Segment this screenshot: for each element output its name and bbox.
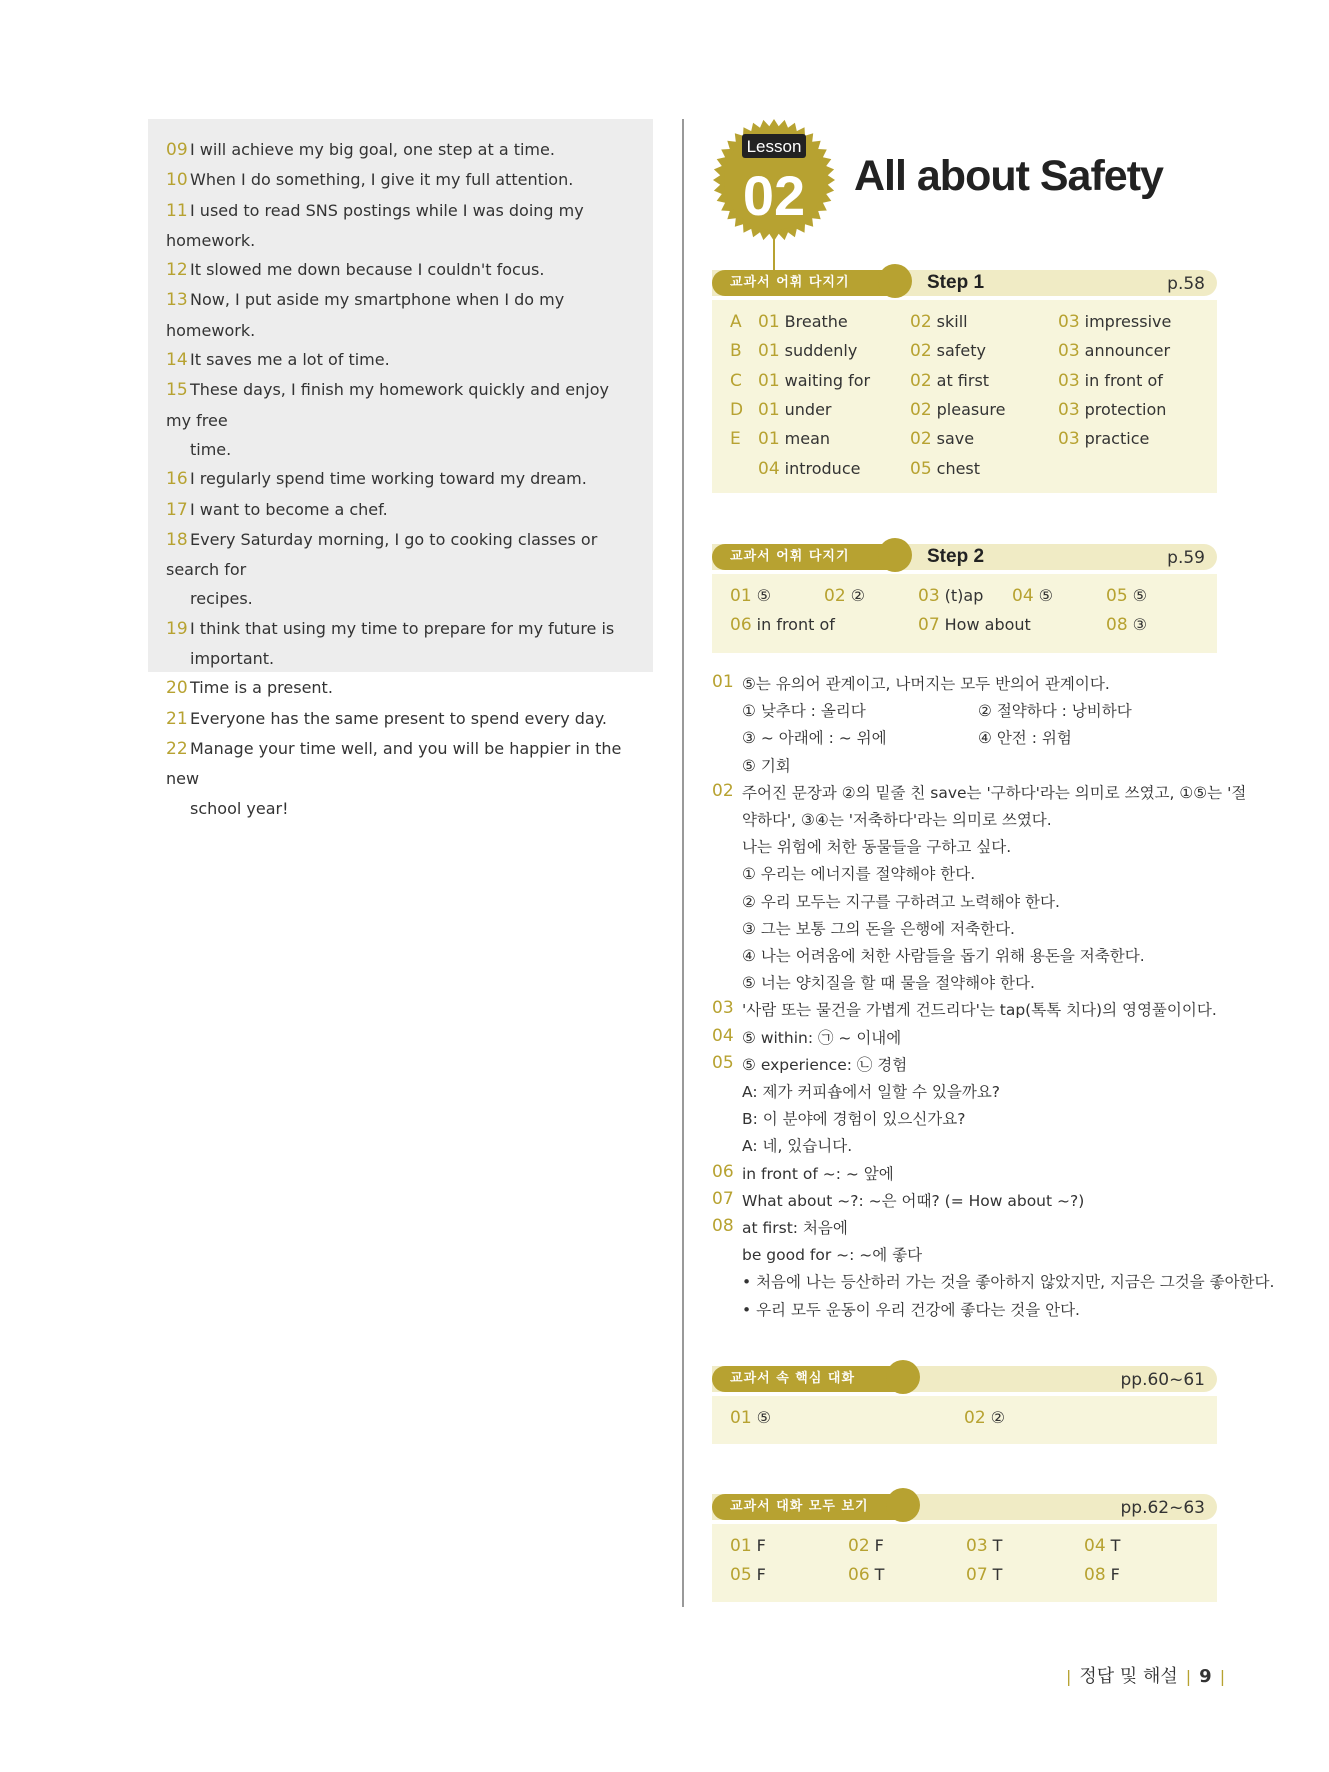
explanation-line: ⑤ 너는 양치질을 할 때 물을 절약해야 한다. — [742, 974, 1035, 993]
dialogue-all-answers — [712, 1524, 1217, 1602]
answer-item — [910, 371, 989, 391]
answer-item — [910, 459, 980, 479]
sentence-text: Time is a present. — [190, 678, 333, 698]
explanation-line: ⑤ experience: ㉡ 경험 — [742, 1055, 908, 1074]
answer-item — [824, 586, 865, 606]
sentence-line — [166, 614, 635, 644]
answer-number: 04 — [1084, 1536, 1106, 1556]
lesson-title: All about Safety — [854, 152, 1163, 200]
explanation-line: What about ~?: ~은 어때? (= How about ~?) — [742, 1191, 1085, 1210]
explanation-line: be good for ~: ~에 좋다 — [742, 1246, 923, 1265]
explanation-line: '사람 또는 물건을 가볍게 건드리다'는 tap(톡톡 치다)의 영영풀이이다. — [742, 1001, 1217, 1020]
step2-page: p.59 — [1167, 548, 1205, 568]
sentence-text: Everyone has the same present to spend every day. — [190, 708, 607, 728]
answer-number: 01 — [758, 312, 780, 332]
step2-label: Step 2 — [927, 546, 985, 567]
answer-number: 03 — [1058, 341, 1080, 362]
answer-item — [848, 1536, 884, 1556]
answer-item — [758, 459, 860, 479]
answer-text: ⑤ — [756, 1408, 771, 1427]
answer-item — [730, 1565, 766, 1585]
answer-text: in front of — [756, 615, 835, 634]
answer-text: F — [756, 1536, 766, 1555]
answer-number: 04 — [758, 458, 780, 479]
answer-text: suddenly — [784, 341, 858, 361]
answer-number: 01 — [758, 341, 780, 362]
answer-item — [910, 312, 968, 332]
sentence-number: 14 — [166, 350, 188, 371]
answer-text: in front of — [1084, 370, 1163, 390]
answer-text: skill — [936, 312, 968, 331]
sentence-number: 20 — [166, 678, 188, 699]
sentence-text: Now, I put aside my smartphone when I do my homework. — [166, 290, 565, 340]
explanation-line: 나는 위험에 처한 동물들을 구하고 싶다. — [742, 838, 1012, 857]
explanation-line: ② 우리 모두는 지구를 구하려고 노력해야 한다. — [742, 892, 1060, 911]
answer-text: protection — [1084, 399, 1167, 419]
answer-item — [1084, 1536, 1120, 1556]
explanation-line: ② 절약하다 : 낭비하다 — [978, 702, 1132, 721]
explanation-number — [712, 781, 734, 801]
sentence-text: important. — [190, 649, 275, 669]
sentence-line — [166, 375, 635, 435]
sentence-text: school year! — [190, 798, 289, 818]
explanation-number — [712, 1026, 734, 1046]
sentence-line — [166, 673, 635, 703]
answer-text: announcer — [1084, 341, 1171, 361]
sentence-number: 22 — [166, 738, 188, 759]
answer-item — [758, 341, 857, 361]
answer-item — [758, 429, 830, 449]
row-letter: E — [730, 429, 741, 450]
answer-item — [910, 341, 986, 361]
sentence-line — [166, 794, 635, 823]
answer-text: T — [1110, 1536, 1121, 1555]
explanation-num: 01 — [712, 672, 734, 692]
answer-item — [730, 1408, 771, 1428]
explanation-line: ④ 나는 어려움에 처한 사람들을 돕기 위해 용돈을 저축한다. — [742, 947, 1145, 965]
answer-text: ⑤ — [1038, 586, 1053, 605]
answer-text: Breathe — [784, 312, 848, 331]
dialogue-all-header — [712, 1490, 1217, 1524]
answer-item — [1106, 586, 1147, 606]
answer-item — [1058, 400, 1166, 420]
explanation-line: ④ 안전 : 위험 — [978, 729, 1072, 748]
answer-text: ③ — [1132, 615, 1147, 634]
sentence-number: 19 — [166, 618, 188, 639]
explanation-number — [712, 1189, 734, 1209]
answer-text: introduce — [784, 458, 861, 478]
answer-text: pleasure — [936, 399, 1006, 419]
answer-item — [966, 1536, 1002, 1556]
sentence-line — [166, 644, 635, 673]
explanation-num: 07 — [712, 1188, 734, 1209]
answer-number: 03 — [1058, 312, 1080, 332]
answer-item — [758, 400, 832, 420]
sentence-line — [166, 165, 635, 195]
answer-number: 06 — [848, 1565, 870, 1585]
answer-item — [918, 615, 1031, 635]
answer-number: 03 — [1058, 370, 1080, 391]
answer-item — [1084, 1565, 1120, 1585]
answer-item — [1012, 586, 1053, 606]
answer-number: 06 — [730, 615, 752, 635]
answer-item — [910, 400, 1005, 420]
sentence-panel — [148, 119, 653, 818]
answer-number: 02 — [910, 429, 932, 450]
sentence-text: I will achieve my big goal, one step at a time. — [190, 140, 555, 159]
answer-text: How about — [944, 615, 1031, 634]
dialogue-core-page: pp.60~61 — [1120, 1370, 1205, 1390]
answer-item — [848, 1565, 884, 1585]
explanation-line: • 우리 모두 운동이 우리 건강에 좋다는 것을 안다. — [742, 1300, 1080, 1319]
answer-number: 02 — [910, 312, 932, 332]
explanation-line: ⑤ within: ㉠ ~ 이내에 — [742, 1028, 902, 1047]
answer-text: practice — [1084, 429, 1150, 449]
answer-item — [964, 1408, 1005, 1428]
explanation-num: 05 — [712, 1052, 734, 1073]
sentence-text: I want to become a chef. — [190, 499, 388, 519]
step1-tag: 교과서 어휘 다지기 — [712, 270, 894, 296]
explanation-num: 03 — [712, 998, 734, 1019]
page-footer: | 정답 및 해설 | 9 | — [1066, 1666, 1226, 1687]
answer-text: (t)ap — [944, 586, 984, 605]
sentence-line — [166, 435, 635, 464]
explanation-line: ⑤는 유의어 관계이고, 나머지는 모두 반의어 관계이다. — [742, 675, 1110, 693]
answer-item — [966, 1565, 1002, 1585]
explanation-num: 06 — [712, 1161, 734, 1182]
dialogue-all-tag: 교과서 대화 모두 보기 — [712, 1494, 902, 1520]
answer-item — [758, 312, 848, 332]
sentence-line — [166, 495, 635, 525]
answer-text: under — [784, 399, 832, 419]
answer-text: at first — [936, 370, 990, 390]
explanation-line: A: 제가 커피숍에서 일할 수 있을까요? — [742, 1083, 1001, 1101]
row-letter: B — [730, 341, 742, 362]
step1-answers — [712, 300, 1217, 493]
answer-text: ② — [850, 586, 865, 605]
answer-item — [758, 371, 870, 391]
explanation-line: 주어진 문장과 ②의 밑줄 친 save는 '구하다'라는 의미로 쓰였고, ①⑤는 '절 — [742, 783, 1247, 802]
step1-page: p.58 — [1167, 274, 1205, 294]
sentence-text: It slowed me down because I couldn't focus. — [190, 260, 545, 280]
sentence-number: 15 — [166, 380, 188, 401]
explanation-line: ① 낮추다 : 올리다 — [742, 702, 866, 721]
sentence-number: 21 — [166, 708, 188, 729]
answer-item — [918, 586, 983, 606]
sentence-text: These days, I finish my homework quickly and enjoy my free — [166, 380, 609, 430]
explanation-line: A: 네, 있습니다. — [742, 1137, 853, 1156]
sentence-text: When I do something, I give it my full attention. — [190, 170, 574, 190]
sentence-line — [166, 196, 635, 256]
answer-number: 01 — [758, 399, 780, 420]
answer-number: 02 — [824, 586, 846, 606]
answer-item — [910, 429, 974, 449]
answer-number: 08 — [1084, 1565, 1106, 1585]
step1-label: Step 1 — [927, 272, 985, 293]
answer-number: 07 — [966, 1565, 988, 1585]
sentence-number: 10 — [166, 170, 188, 191]
answer-text: ⑤ — [1132, 586, 1147, 605]
explanation-line: ⑤ 기회 — [742, 756, 791, 775]
sentence-number: 13 — [166, 290, 188, 311]
explanation-number — [712, 672, 734, 692]
answer-number: 01 — [758, 429, 780, 450]
step2-answers — [712, 574, 1217, 653]
step2-header — [712, 540, 1217, 574]
answer-number: 02 — [964, 1408, 986, 1428]
answer-number: 01 — [730, 1408, 752, 1428]
answer-item — [730, 1536, 766, 1556]
answer-number: 01 — [730, 1536, 752, 1556]
answer-number: 04 — [1012, 586, 1034, 606]
answer-number: 03 — [966, 1536, 988, 1556]
explanation-number — [712, 1162, 734, 1182]
lesson-badge-icon — [712, 118, 836, 242]
answer-number: 03 — [1058, 429, 1080, 450]
answer-number: 01 — [758, 370, 780, 391]
sentence-number: 11 — [166, 200, 188, 221]
sentence-line — [166, 464, 635, 494]
explanation-number — [712, 998, 734, 1018]
explanation-line: in front of ~: ~ 앞에 — [742, 1164, 894, 1183]
answer-text: ⑤ — [756, 586, 771, 605]
answer-item — [1058, 341, 1170, 361]
dialogue-core-header — [712, 1362, 1217, 1396]
sentence-line — [166, 255, 635, 285]
sentence-line — [166, 525, 635, 585]
answer-number: 02 — [910, 399, 932, 420]
row-letter: C — [730, 370, 742, 391]
answer-number: 02 — [910, 341, 932, 362]
sentence-text: It saves me a lot of time. — [190, 350, 390, 370]
answer-text: waiting for — [784, 370, 871, 390]
column-divider — [682, 119, 684, 1607]
row-letter: A — [730, 312, 742, 332]
explanation-line: B: 이 분야에 경험이 있으신가요? — [742, 1110, 966, 1129]
sentence-text: Every Saturday morning, I go to cooking classes or search for — [166, 529, 598, 580]
footer-label: 정답 및 해설 — [1079, 1666, 1178, 1687]
sentence-line — [166, 345, 635, 375]
sentence-line — [166, 734, 635, 794]
answer-number: 03 — [1058, 399, 1080, 420]
answer-text: F — [874, 1536, 884, 1555]
answer-number: 03 — [918, 586, 940, 606]
answer-text: impressive — [1084, 312, 1172, 331]
answer-number: 02 — [910, 370, 932, 391]
explanation-number — [712, 1216, 734, 1236]
sentence-text: I used to read SNS postings while I was doing my homework. — [166, 200, 584, 250]
row-letter: D — [730, 399, 744, 420]
dialogue-core-tag: 교과서 속 핵심 대화 — [712, 1366, 902, 1392]
answer-text: T — [992, 1565, 1003, 1584]
step1-header — [712, 266, 1217, 300]
sentence-line — [166, 584, 635, 613]
answer-text: safety — [936, 341, 986, 361]
explanation-line: ① 우리는 에너지를 절약해야 한다. — [742, 865, 976, 884]
explanation-line: 약하다', ③④는 '저축하다'라는 의미로 쓰였다. — [742, 811, 1052, 829]
sentence-number: 09 — [166, 140, 188, 160]
answer-item — [730, 615, 835, 635]
sentence-line — [166, 135, 635, 165]
answer-text: chest — [936, 458, 981, 478]
answer-text: T — [992, 1536, 1003, 1555]
answer-item — [1058, 429, 1149, 449]
sentence-number: 18 — [166, 529, 188, 550]
answer-text: save — [936, 429, 975, 449]
explanation-line: ③ 그는 보통 그의 돈을 은행에 저축한다. — [742, 919, 1015, 938]
explanation-num: 04 — [712, 1025, 734, 1046]
step2-tag: 교과서 어휘 다지기 — [712, 544, 894, 570]
sentence-text: time. — [190, 439, 232, 459]
explanation-line: at first: 처음에 — [742, 1219, 848, 1237]
answer-text: F — [756, 1565, 766, 1584]
answer-number: 05 — [730, 1565, 752, 1585]
badge-word: Lesson — [746, 137, 802, 156]
answer-item — [730, 586, 771, 606]
explanation-num: 08 — [712, 1216, 734, 1236]
sentence-text: I regularly spend time working toward my dream. — [190, 469, 587, 489]
explanation-line: • 처음에 나는 등산하러 가는 것을 좋아하지 않았지만, 지금은 그것을 좋아한다. — [742, 1273, 1275, 1292]
sentence-line — [166, 704, 635, 734]
sentence-number: 16 — [166, 469, 188, 490]
answer-text: F — [1110, 1565, 1120, 1584]
answer-number: 08 — [1106, 615, 1128, 635]
sentence-text: Manage your time well, and you will be happier in the new — [166, 738, 622, 789]
sentence-line — [166, 285, 635, 345]
explanation-line: ③ ~ 아래에 : ~ 위에 — [742, 729, 887, 748]
badge-number: 02 — [742, 164, 806, 227]
explanation-num: 02 — [712, 780, 734, 801]
answer-item — [1058, 371, 1163, 391]
answer-number: 07 — [918, 615, 940, 635]
answer-item — [1106, 615, 1147, 635]
sentence-text: recipes. — [190, 589, 253, 609]
sentence-number: 12 — [166, 260, 188, 281]
answer-item — [1058, 312, 1171, 332]
answer-text: T — [874, 1565, 885, 1584]
dialogue-core-answers — [712, 1396, 1217, 1444]
answer-number: 02 — [848, 1536, 870, 1556]
answer-number: 05 — [1106, 586, 1128, 606]
sentence-text: I think that using my time to prepare for my future is — [190, 618, 615, 638]
answer-text: ② — [990, 1408, 1005, 1427]
explanation-number — [712, 1053, 734, 1073]
dialogue-all-page: pp.62~63 — [1120, 1498, 1205, 1518]
page-number: 9 — [1199, 1666, 1212, 1687]
answer-number: 01 — [730, 586, 752, 606]
sentence-number: 17 — [166, 499, 188, 520]
answer-text: mean — [784, 429, 831, 449]
answer-number: 05 — [910, 458, 932, 479]
